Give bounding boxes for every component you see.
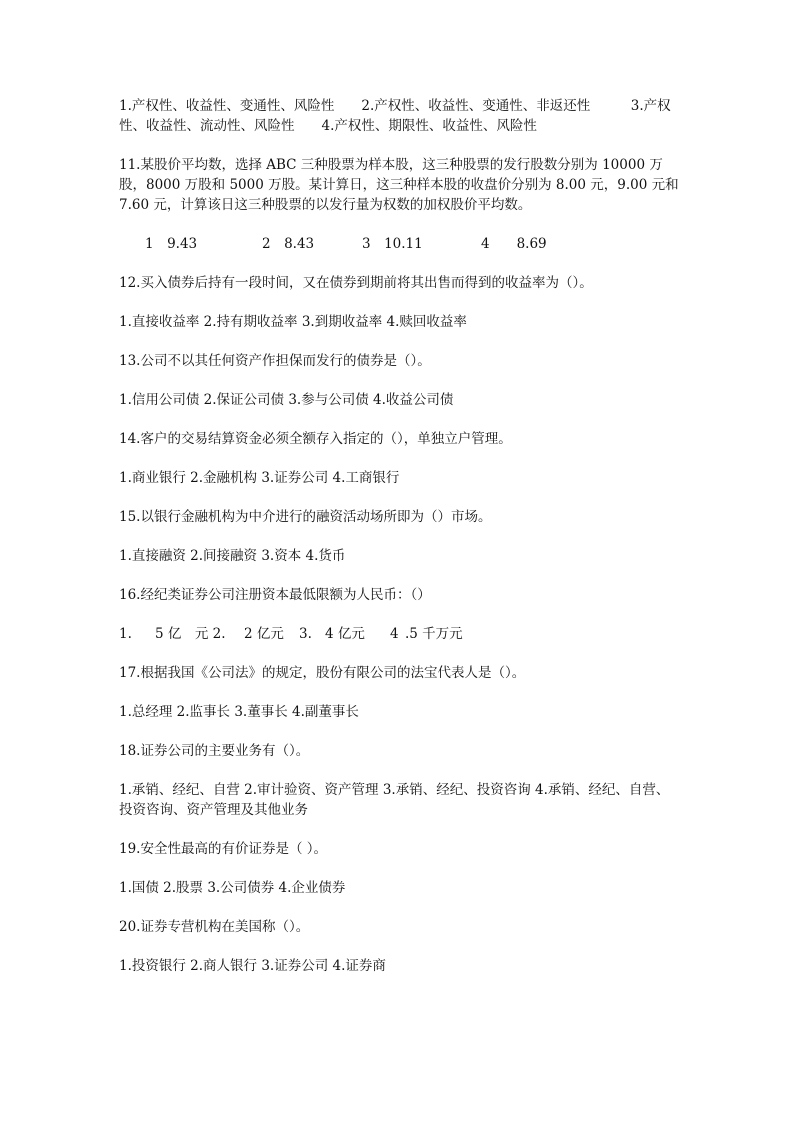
question-12: 12.买入债券后持有一段时间，又在债券到期前将其出售而得到的收益率为（）。 <box>119 275 593 291</box>
question-15-options: 1.直接融资 2.间接融资 3.资本 4.货币 <box>119 548 346 564</box>
question-19: 19.安全性最高的有价证券是（ ）。 <box>119 841 328 857</box>
choice: 1 9.43 <box>145 236 198 252</box>
choice: 3. <box>299 626 312 642</box>
choice: 4 <box>390 626 399 642</box>
choice: 4 亿元 <box>325 626 365 642</box>
choice: 5 亿 元 2. <box>155 626 226 642</box>
question-18: 18.证券公司的主要业务有（）。 <box>119 743 310 759</box>
question-18-options: 1.承销、经纪、自营 2.审计验资、资产管理 3.承销、经纪、投资咨询 4.承销、经纪、自营、投资咨询、资产管理及其他业务 <box>119 782 670 818</box>
choice: 1. <box>119 626 132 642</box>
question-17: 17.根据我国《公司法》的规定，股份有限公司的法宝代表人是（）。 <box>119 665 526 681</box>
question-11: 11.某股价平均数，选择 ABC 三种股票为样本股，这三种股票的发行股数分别为 10000 万股，8000 万股和 5000 万股。某计算日，这三种样本股的收盘价分别为 8.00 元，9.00 元和 7.60 元，计算该日这三种股票的以发行量为权数的加权股价平均数。 <box>119 157 679 213</box>
question-15: 15.以银行金融机构为中介进行的融资活动场所即为（）市场。 <box>119 509 492 525</box>
choice: 3 10.11 <box>362 236 423 252</box>
question-14-options: 1.商业银行 2.金融机构 3.证券公司 4.工商银行 <box>119 470 400 486</box>
prev-question-options: 1.产权性、收益性、变通性、风险性 2.产权性、收益性、变通性、非返还性 3.产权性、收益性、流动性、风险性 4.产权性、期限性、收益性、风险性 <box>119 98 671 134</box>
question-13-options: 1.信用公司债 2.保证公司债 3.参与公司债 4.收益公司债 <box>119 392 454 408</box>
choice: 2 8.43 <box>262 236 315 252</box>
question-12-options: 1.直接收益率 2.持有期收益率 3.到期收益率 4.赎回收益率 <box>119 314 467 330</box>
choice: .5 千万元 <box>405 626 463 642</box>
question-16-choices <box>119 624 679 644</box>
question-20-options: 1.投资银行 2.商人银行 3.证券公司 4.证券商 <box>119 958 386 974</box>
question-11-choices <box>119 234 679 254</box>
question-17-options: 1.总经理 2.监事长 3.董事长 4.副董事长 <box>119 704 359 720</box>
question-14: 14.客户的交易结算资金必须全额存入指定的（），单独立户管理。 <box>119 431 512 447</box>
choice: 4 8.69 <box>481 236 547 252</box>
question-16: 16.经纪类证券公司注册资本最低限额为人民币：（） <box>119 587 431 603</box>
question-19-options: 1.国债 2.股票 3.公司债券 4.企业债券 <box>119 880 346 896</box>
document-body <box>119 96 679 976</box>
choice: 2 亿元 <box>244 626 284 642</box>
question-13: 13.公司不以其任何资产作担保而发行的债券是（）。 <box>119 353 431 369</box>
question-20: 20.证券专营机构在美国称（）。 <box>119 919 310 935</box>
